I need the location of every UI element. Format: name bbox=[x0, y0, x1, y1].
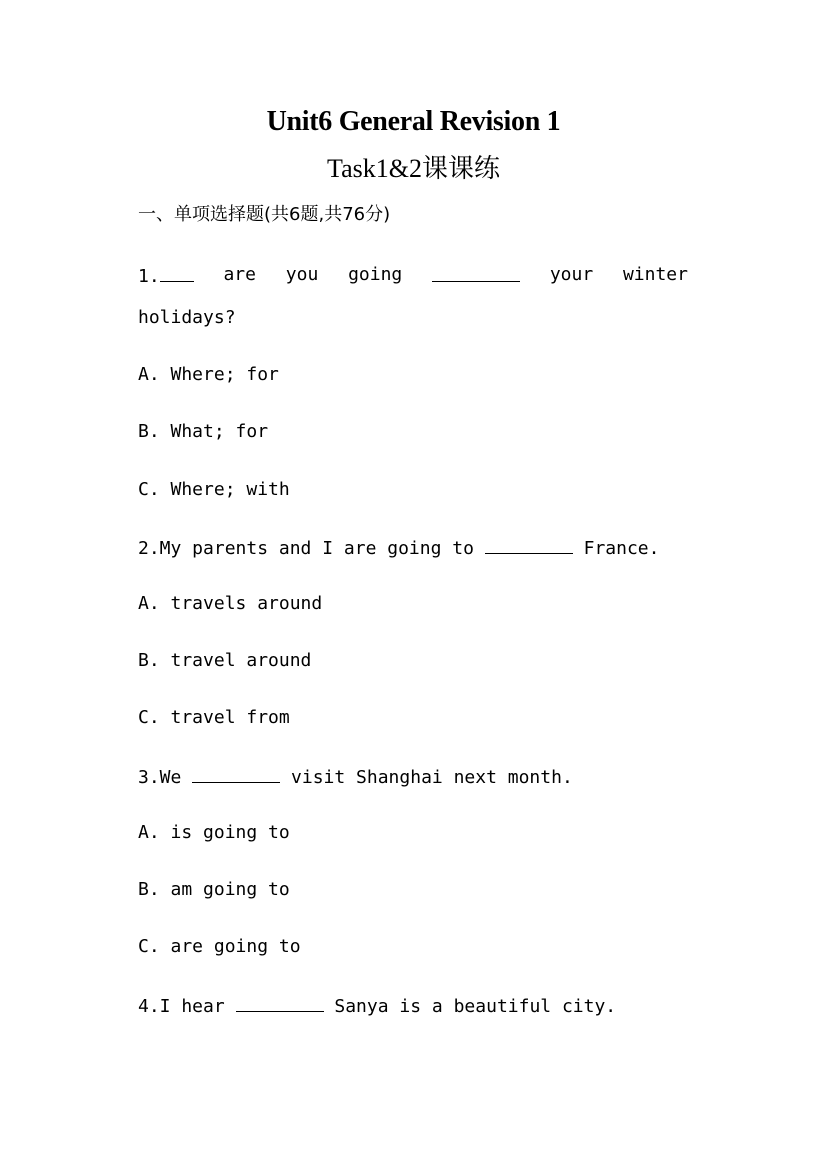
question-3-option-c: C. are going to bbox=[138, 936, 301, 957]
answer-blank bbox=[160, 263, 194, 282]
question-2-option-a: A. travels around bbox=[138, 593, 323, 614]
question-1-word: are bbox=[223, 264, 256, 285]
question-1-option-b: B. What; for bbox=[138, 421, 269, 442]
answer-blank bbox=[432, 263, 520, 282]
question-1-word: winter bbox=[622, 264, 688, 285]
question-2-option-b: B. travel around bbox=[138, 650, 312, 671]
question-1-word: going bbox=[348, 264, 403, 285]
question-3-option-b: B. am going to bbox=[138, 879, 290, 900]
answer-blank bbox=[192, 764, 280, 783]
question-3-stem: 3.We visit Shanghai next month. bbox=[138, 764, 573, 790]
document-subtitle: Task1&2课课练 bbox=[327, 154, 500, 183]
question-1-number-with-blank: 1. bbox=[138, 263, 194, 289]
answer-blank bbox=[485, 535, 573, 554]
question-1-stem bbox=[138, 263, 688, 289]
question-2-option-c: C. travel from bbox=[138, 707, 290, 728]
question-1-stem-continued: holidays? bbox=[138, 307, 236, 328]
question-2-stem: 2.My parents and I are going to France. bbox=[138, 535, 659, 561]
question-4-stem: 4.I hear Sanya is a beautiful city. bbox=[138, 993, 616, 1019]
question-1-word: your bbox=[549, 264, 594, 285]
section-heading: 一、单项选择题(共6题,共76分) bbox=[138, 204, 391, 225]
question-3-option-a: A. is going to bbox=[138, 822, 290, 843]
question-1-option-c: C. Where; with bbox=[138, 479, 290, 500]
question-1-option-a: A. Where; for bbox=[138, 364, 279, 385]
answer-blank bbox=[236, 993, 324, 1012]
document-title: Unit6 General Revision 1 bbox=[266, 106, 561, 137]
question-1-word: you bbox=[285, 264, 319, 285]
